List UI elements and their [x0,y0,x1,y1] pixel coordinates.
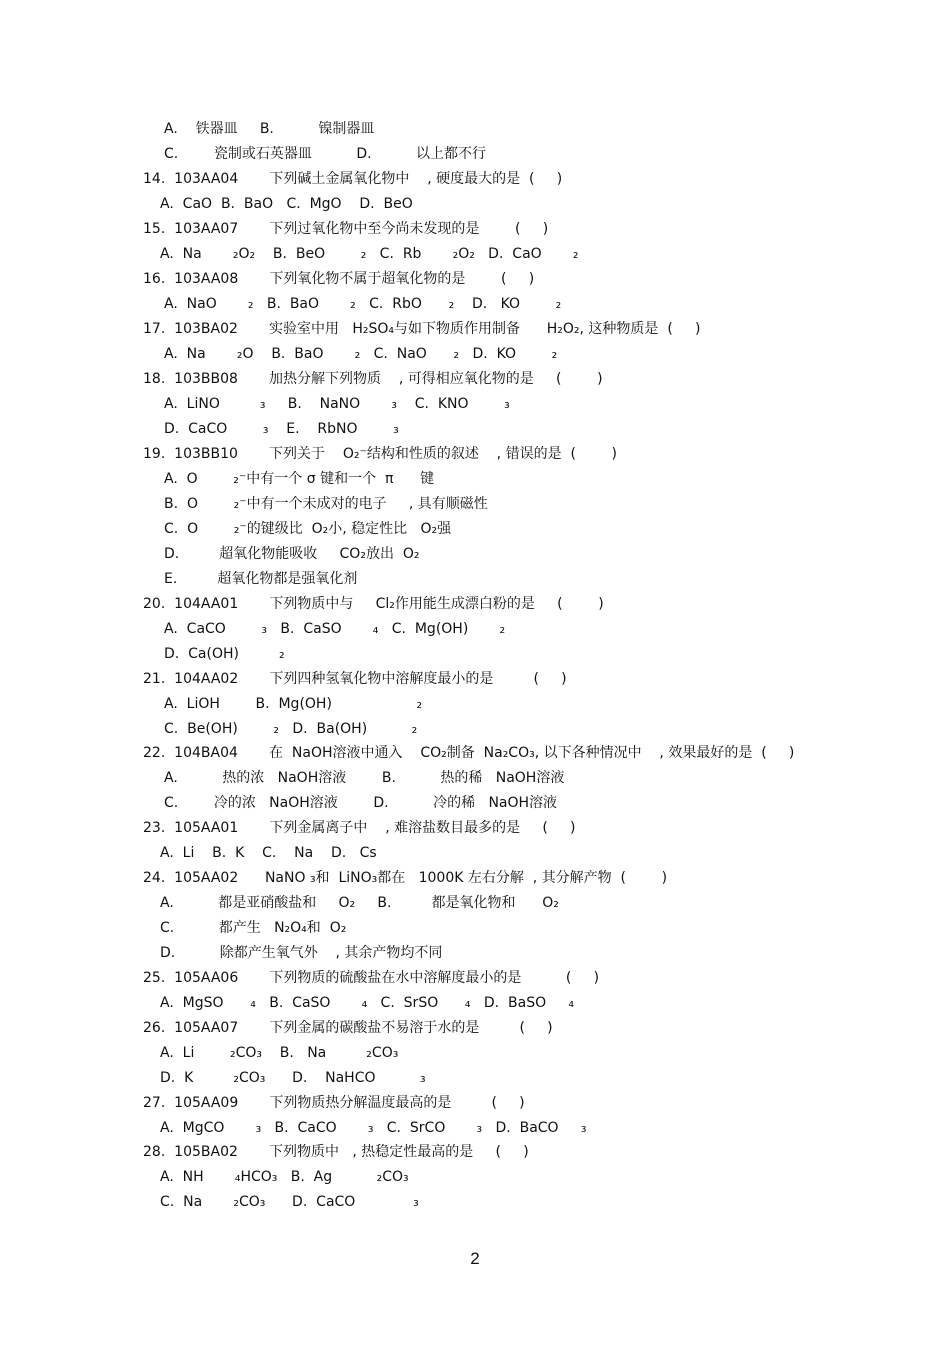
question-line: 14. 103AA04 下列碱土金属氧化物中 , 硬度最大的是 ( ) [143,171,563,187]
question-line: 28. 105BA02 下列物质中 , 热稳定性最高的是 ( ) [143,1144,529,1160]
option-line: A. 热的浓 NaOH溶液 B. 热的稀 NaOH溶液 [164,770,565,786]
option-line: D. K ₂CO₃ D. NaHCO ₃ [160,1070,426,1086]
option-line: A. Li ₂CO₃ B. Na ₂CO₃ [160,1045,399,1061]
option-line: B. O ₂⁻中有一个未成对的电子 , 具有顺磁性 [164,496,488,512]
option-line: E. 超氧化物都是强氧化剂 [164,571,358,587]
question-line: 25. 105AA06 下列物质的硫酸盐在水中溶解度最小的是 ( ) [143,970,600,986]
question-line: 19. 103BB10 下列关于 O₂⁻结构和性质的叙述 , 错误的是 ( ) [143,446,618,462]
page-number: 2 [470,1249,480,1268]
question-line: 23. 105AA01 下列金属离子中 , 难溶盐数目最多的是 ( ) [143,820,576,836]
question-line: 24. 105AA02 NaNO ₃和 LiNO₃都在 1000K 左右分解 , 其分解产物 ( ) [143,870,668,886]
option-line: A. MgCO ₃ B. CaCO ₃ C. SrCO ₃ D. BaCO ₃ [160,1120,587,1136]
option-line: A. Na ₂O B. BaO ₂ C. NaO ₂ D. KO ₂ [164,346,558,362]
option-line: A. LiOH B. Mg(OH) ₂ [164,696,423,712]
option-line: C. Na ₂CO₃ D. CaCO ₃ [160,1194,419,1210]
question-line: 15. 103AA07 下列过氧化物中至今尚未发现的是 ( ) [143,221,549,237]
option-line: A. 铁器皿 B. 镍制器皿 [164,121,375,137]
question-line: 26. 105AA07 下列金属的碳酸盐不易溶于水的是 ( ) [143,1020,553,1036]
option-line: A. Li B. K C. Na D. Cs [160,845,377,861]
option-line: A. NH ₄HCO₃ B. Ag ₂CO₃ [160,1169,409,1185]
option-line: C. 瓷制或石英器皿 D. 以上都不行 [164,146,487,162]
option-line: D. 除都产生氧气外 , 其余产物均不同 [160,945,443,961]
option-line: D. 超氧化物能吸收 CO₂放出 O₂ [164,546,420,562]
question-line: 18. 103BB08 加热分解下列物质 , 可得相应氧化物的是 ( ) [143,371,603,387]
option-line: C. 都产生 N₂O₄和 O₂ [160,920,347,936]
option-line: A. CaCO ₃ B. CaSO ₄ C. Mg(OH) ₂ [164,621,506,637]
question-line: 22. 104BA04 在 NaOH溶液中通入 CO₂制备 Na₂CO₃, 以下各种情况中 , 效果最好的是 ( ) [143,745,795,761]
question-line: 16. 103AA08 下列氧化物不属于超氧化物的是 ( ) [143,271,535,287]
question-line: 27. 105AA09 下列物质热分解温度最高的是 ( ) [143,1095,525,1111]
option-line: A. MgSO ₄ B. CaSO ₄ C. SrSO ₄ D. BaSO ₄ [160,995,574,1011]
question-line: 20. 104AA01 下列物质中与 Cl₂作用能生成漂白粉的是 ( ) [143,596,604,612]
option-line: D. Ca(OH) ₂ [164,646,285,662]
option-line: C. 冷的浓 NaOH溶液 D. 冷的稀 NaOH溶液 [164,795,558,811]
option-line: A. NaO ₂ B. BaO ₂ C. RbO ₂ D. KO ₂ [164,296,562,312]
option-line: A. CaO B. BaO C. MgO D. BeO [160,196,413,212]
option-line: A. 都是亚硝酸盐和 O₂ B. 都是氧化物和 O₂ [160,895,559,911]
option-line: A. Na ₂O₂ B. BeO ₂ C. Rb ₂O₂ D. CaO ₂ [160,246,579,262]
question-line: 17. 103BA02 实验室中用 H₂SO₄与如下物质作用制备 H₂O₂, 这种物质是 ( ) [143,321,701,337]
option-line: D. CaCO ₃ E. RbNO ₃ [164,421,399,437]
option-line: A. O ₂⁻中有一个 σ 键和一个 π 键 [164,471,435,487]
option-line: C. Be(OH) ₂ D. Ba(OH) ₂ [164,721,418,737]
option-line: C. O ₂⁻的键级比 O₂小, 稳定性比 O₂强 [164,521,452,537]
option-line: A. LiNO ₃ B. NaNO ₃ C. KNO ₃ [164,396,510,412]
question-line: 21. 104AA02 下列四种氢氧化物中溶解度最小的是 ( ) [143,671,567,687]
